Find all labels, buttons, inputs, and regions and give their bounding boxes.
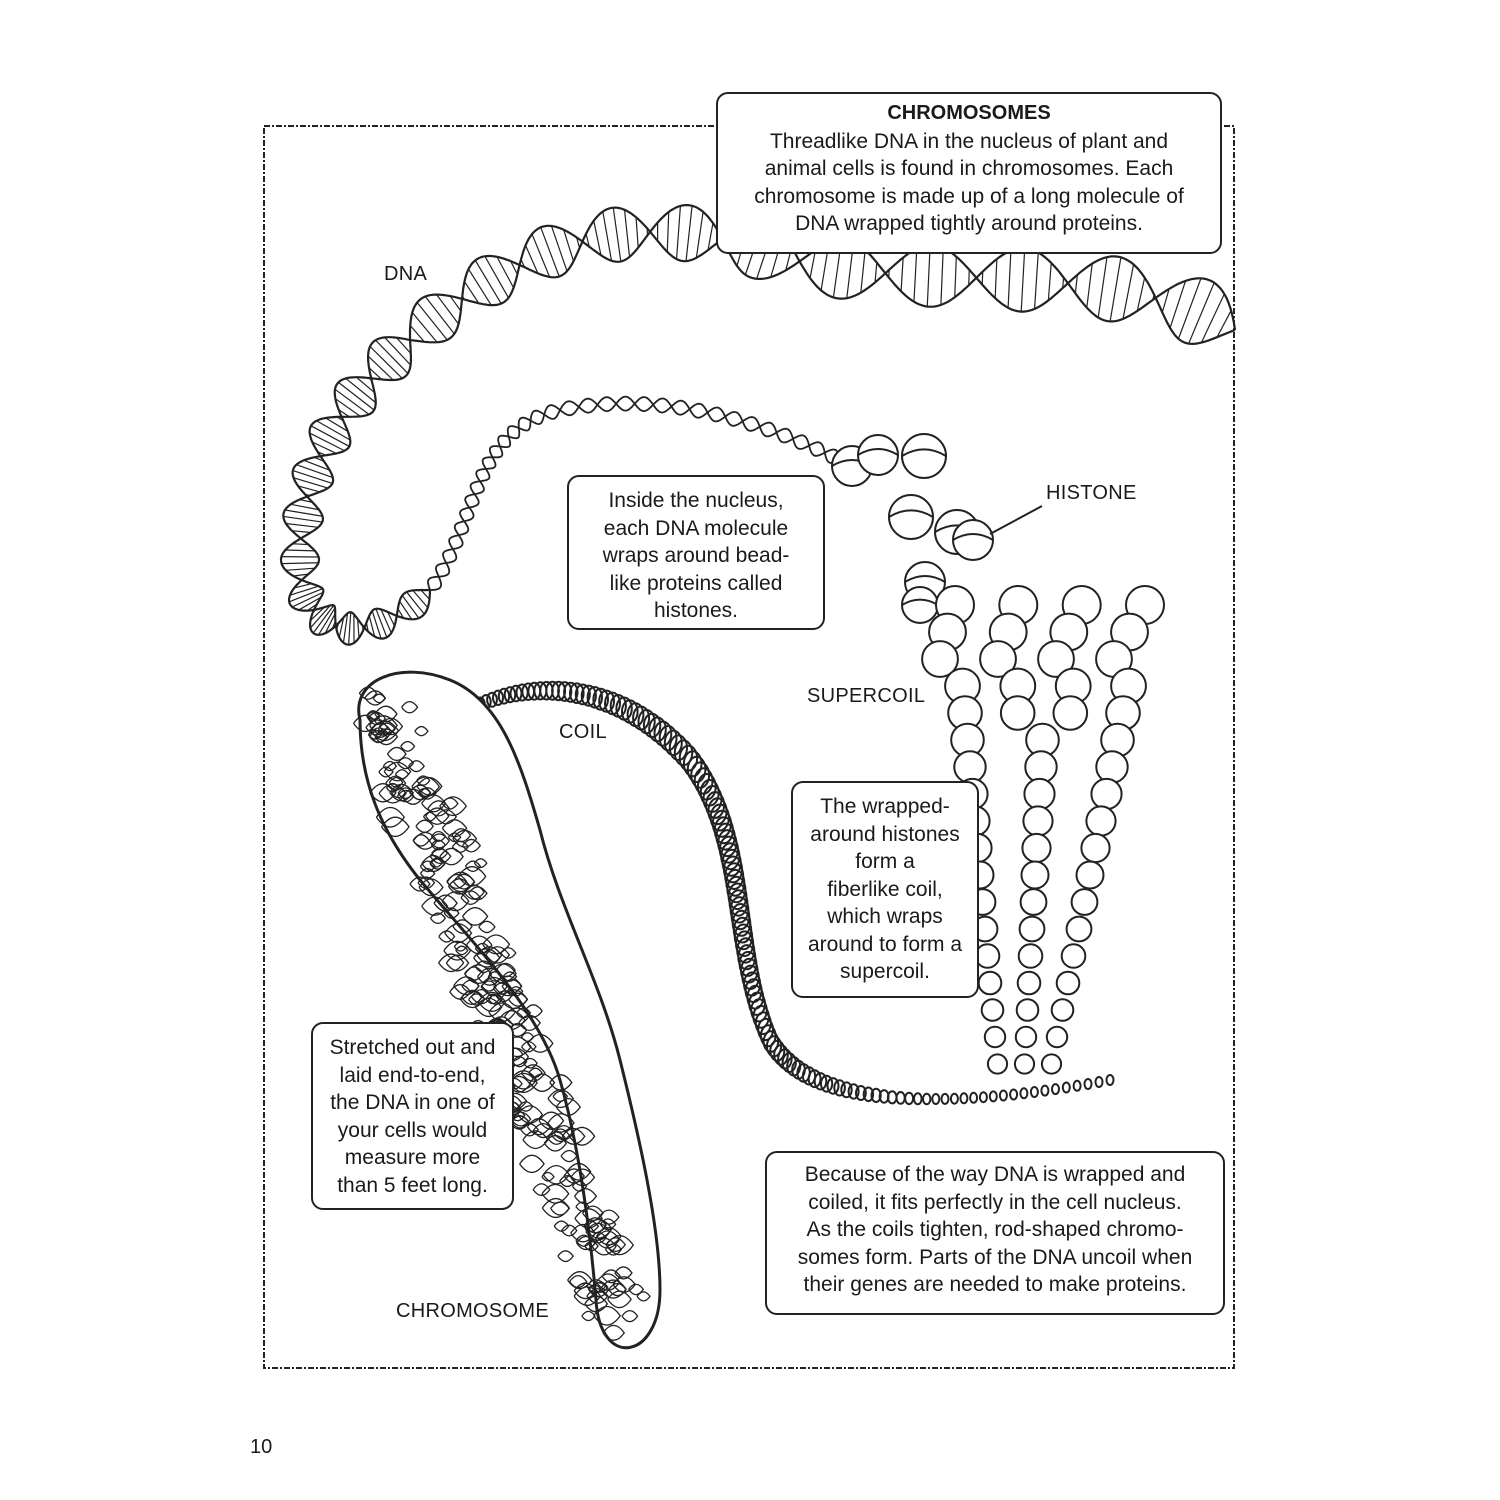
intro-text: Threadlike DNA in the nucleus of plant and animal cells is found in chromosomes. Each chromosome is made up of a long molecule of DNA wrapped tightly around proteins.	[754, 129, 1184, 235]
coil-info-text: The wrapped- around histones form a fiberlike coil, which wraps around to form a supercoil.	[807, 795, 963, 983]
dna-label: DNA	[384, 263, 428, 285]
chromosome-rod	[354, 672, 660, 1348]
histone-pointer-line	[990, 506, 1042, 534]
histone-info-text: Inside the nucleus, each DNA molecule wraps around bead- like proteins called histones.	[602, 489, 790, 622]
page-number: 10	[250, 1436, 273, 1458]
fit-info-box	[765, 1151, 1225, 1315]
length-info-box	[311, 1022, 514, 1210]
intro-title: CHROMOSOMES	[887, 102, 1051, 124]
histone-info-box	[567, 475, 825, 630]
fit-info-text: Because of the way DNA is wrapped and coiled, it fits perfectly in the cell nucleus. As the coils tighten, rod-shaped chromo- somes form. Parts of the DNA uncoil when their genes are needed to make proteins.	[797, 1163, 1193, 1296]
chromosome-label: CHROMOSOME	[396, 1300, 549, 1322]
histone-label: HISTONE	[1046, 482, 1137, 504]
coil-label: COIL	[559, 721, 607, 743]
intro-box	[716, 92, 1222, 254]
coil-info-box	[791, 781, 979, 998]
supercoil-label: SUPERCOIL	[807, 685, 926, 707]
length-info-text: Stretched out and laid end-to-end, the DNA in one of your cells would measure more than 5 feet long.	[329, 1036, 496, 1197]
